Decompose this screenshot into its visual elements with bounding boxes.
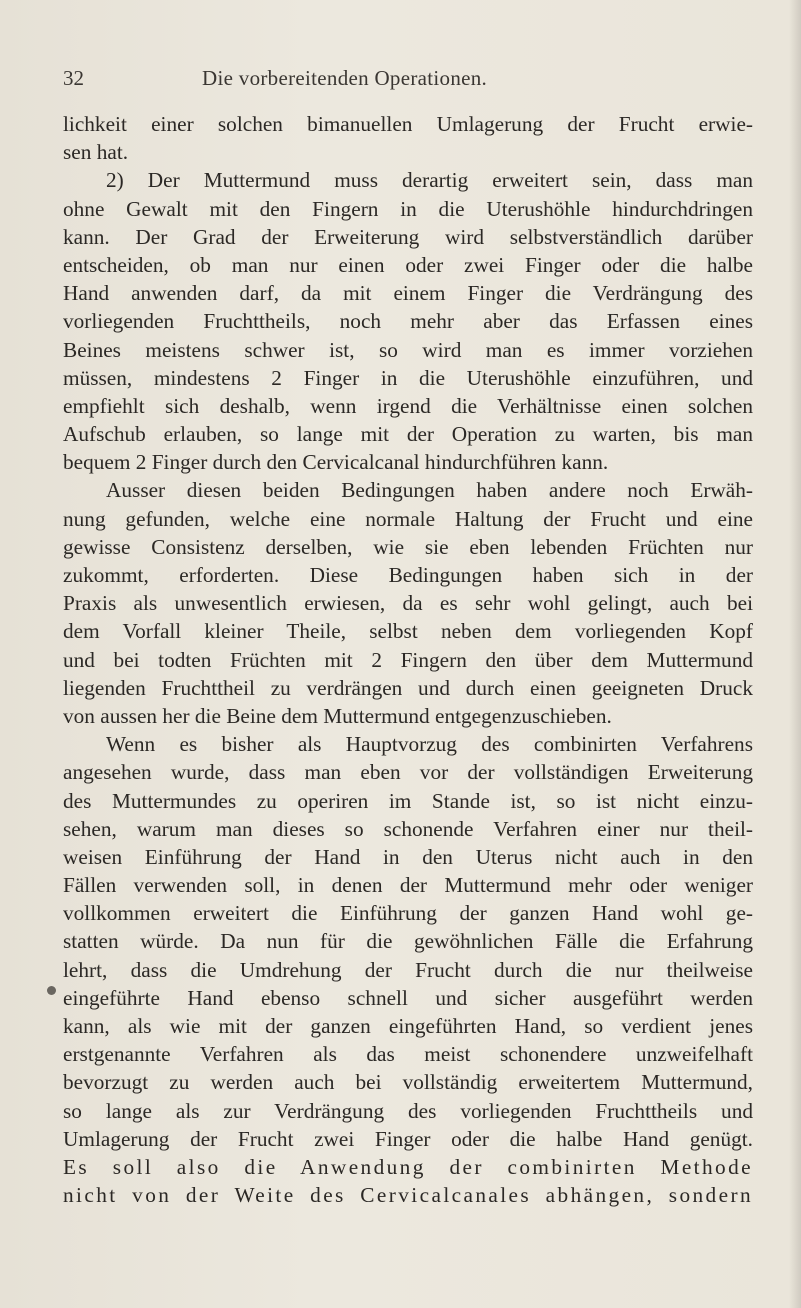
margin-mark (47, 986, 56, 995)
body-text (63, 110, 753, 1209)
text-line: vollkommen erweitert die Einführung der ganzen Hand wohl ge- (63, 901, 753, 926)
text-line: Beines meistens schwer ist, so wird man es immer vorziehen (63, 337, 753, 362)
text-line: lehrt, dass die Umdrehung der Frucht durch die nur theilweise (63, 957, 753, 982)
page-edge-shadow (789, 0, 801, 1308)
text-line: bevorzugt zu werden auch bei vollständig erweitertem Muttermund, (63, 1070, 753, 1095)
text-line: Hand anwenden darf, da mit einem Finger die Verdrängung des (63, 281, 753, 306)
text-line: lichkeit einer solchen bimanuellen Umlagerung der Frucht erwie- (63, 112, 753, 136)
text-line: müssen, mindestens 2 Finger in die Uterushöhle einzuführen, und (63, 365, 753, 390)
text-line: Umlagerung der Frucht zwei Finger oder die halbe Hand genügt. (63, 1126, 753, 1151)
text-line: Es soll also die Anwendung der combinirten Methode (63, 1154, 753, 1179)
text-line: sehen, warum man dieses so schonende Verfahren einer nur theil- (63, 816, 753, 841)
page-header (63, 66, 753, 96)
text-line: so lange als zur Verdrängung des vorliegenden Fruchttheils und (63, 1098, 753, 1123)
running-title: Die vorbereitenden Operationen. (202, 66, 488, 90)
text-line: dem Vorfall kleiner Theile, selbst neben dem vorliegenden Kopf (63, 619, 753, 644)
text-line: angesehen wurde, dass man eben vor der vollständigen Erweiterung (63, 760, 753, 785)
text-line: kann. Der Grad der Erweiterung wird selbstverständlich darüber (63, 224, 753, 249)
text-line: von aussen her die Beine dem Muttermund entgegenzuschieben. (63, 703, 612, 728)
text-line: zukommt, erforderten. Diese Bedingungen haben sich in der (63, 563, 753, 587)
text-line: kann, als wie mit der ganzen eingeführten Hand, so verdient jenes (63, 1014, 753, 1038)
text-line: des Muttermundes zu operiren im Stande ist, so ist nicht einzu- (63, 788, 753, 813)
text-line: weisen Einführung der Hand in den Uterus nicht auch in den (63, 844, 753, 869)
text-line: Aufschub erlauben, so lange mit der Operation zu warten, bis man (63, 422, 753, 447)
text-line: sen hat. (63, 140, 129, 165)
text-line: nicht von der Weite des Cervicalcanales abhängen, sondern (63, 1183, 753, 1208)
text-line: erstgenannte Verfahren als das meist schonendere unzweifelhaft (63, 1042, 753, 1067)
text-line: statten würde. Da nun für die gewöhnlichen Fälle die Erfahrung (63, 929, 753, 954)
text-line: vorliegenden Fruchttheils, noch mehr aber das Erfassen eines (63, 309, 753, 334)
text-line: nung gefunden, welche eine normale Haltung der Frucht und eine (63, 506, 753, 531)
page-number: 32 (63, 66, 84, 90)
text-line: liegenden Fruchttheil zu verdrängen und durch einen geeigneten Druck (63, 675, 753, 700)
text-line: empfiehlt sich deshalb, wenn irgend die Verhältnisse einen solchen (63, 393, 753, 418)
text-line: Fällen verwenden soll, in denen der Muttermund mehr oder weniger (63, 873, 753, 898)
text-line: bequem 2 Finger durch den Cervicalcanal hindurchführen kann. (63, 450, 609, 475)
text-line: 2) Der Muttermund muss derartig erweitert sein, dass man (106, 168, 753, 193)
text-line: eingeführte Hand ebenso schnell und sicher ausgeführt werden (63, 985, 753, 1010)
text-line: ohne Gewalt mit den Fingern in die Uterushöhle hindurchdringen (63, 196, 753, 221)
text-line: Wenn es bisher als Hauptvorzug des combinirten Verfahrens (106, 732, 753, 757)
text-line: gewisse Consistenz derselben, wie sie eben lebenden Früchten nur (63, 534, 753, 559)
text-line: Praxis als unwesentlich erwiesen, da es sehr wohl gelingt, auch bei (63, 591, 753, 616)
text-line: und bei todten Früchten mit 2 Fingern den über dem Muttermund (63, 647, 753, 672)
text-line: entscheiden, ob man nur einen oder zwei Finger oder die halbe (63, 252, 753, 277)
text-line: Ausser diesen beiden Bedingungen haben andere noch Erwäh- (106, 478, 753, 503)
